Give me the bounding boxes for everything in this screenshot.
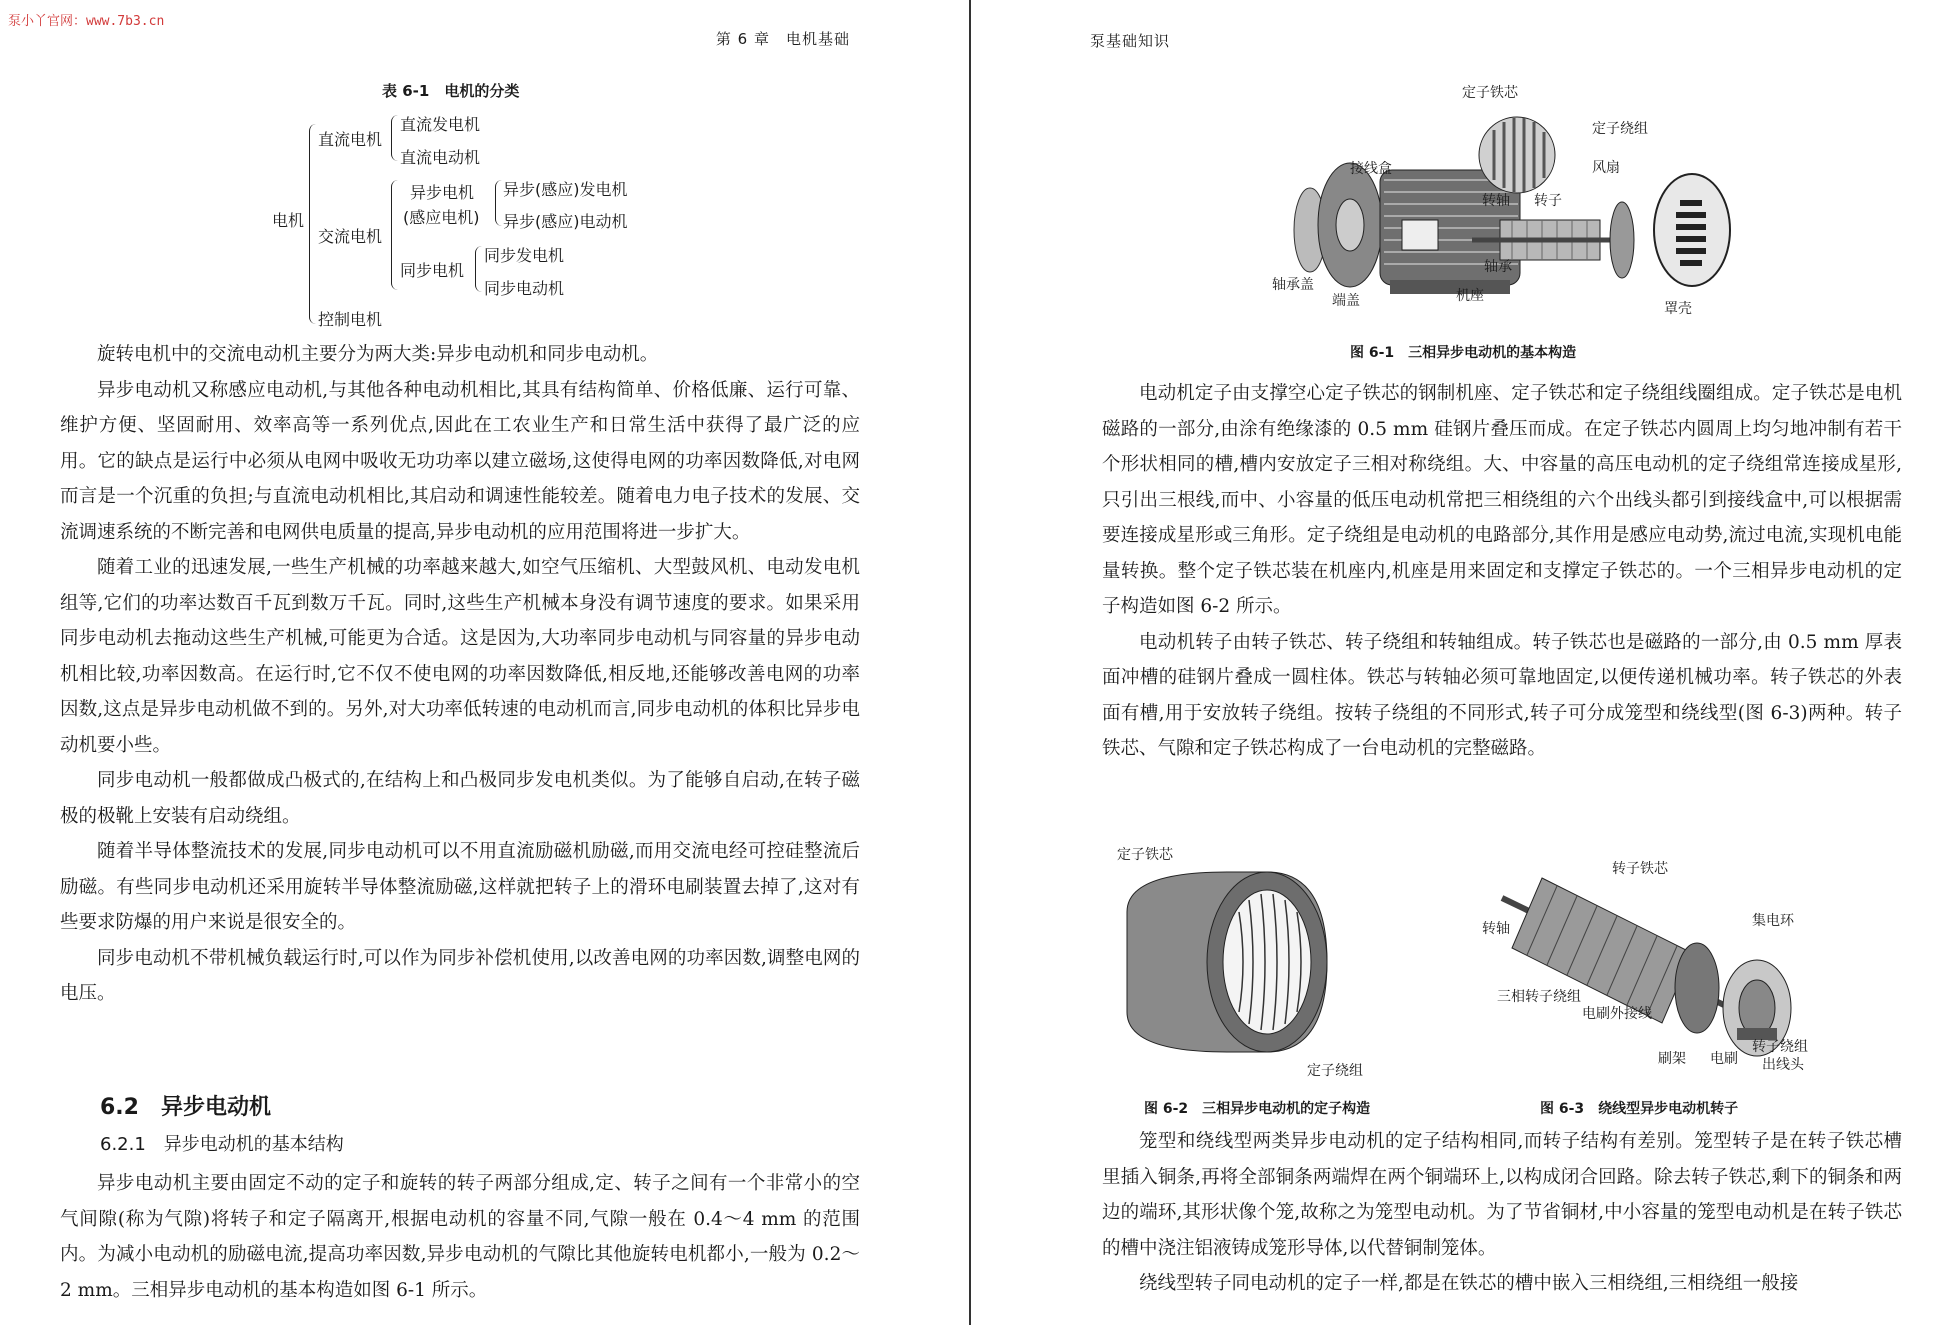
label-fig2-winding: 定子绕组 [1307,1063,1363,1079]
figure-6-1 [1272,80,1752,325]
paragraph: 电动机转子由转子铁芯、转子绕组和转轴组成。转子铁芯也是磁路的一部分,由 0.5 mm 厚表面冲槽的硅钢片叠成一圆柱体。铁芯与转轴必须可靠地固定,以便传递机械功率。转子铁芯的外表面有槽,用于安放转子绕组。按转子绕组的不同形式,转子可分成笼型和绕线型(图 6-3)两种。转子铁芯、气隙和定子铁芯构成了一台电动机的完整磁路。 [1102,631,1902,759]
tree-async-2: (感应电机) [403,208,480,227]
label-fig3-winding-lead-2: 出线头 [1762,1057,1804,1073]
paragraph: 同步电动机不带机械负载运行时,可以作为同步补偿机使用,以改善电网的功率因数,调整电网的电压。 [60,947,860,1004]
label-shaft: 转轴 [1482,193,1510,209]
tree-ac: 交流电机 [318,227,383,246]
tree-sync-motor: 同步电动机 [484,279,565,298]
tree-dc: 直流电机 [318,130,383,149]
tree-async-1: 异步电机 [410,183,475,202]
tree-control: 控制电机 [318,310,383,329]
paragraph: 绕线型转子同电动机的定子一样,都是在铁芯的槽中嵌入三相绕组,三相绕组一般接 [1139,1273,1799,1294]
label-stator-core: 定子铁芯 [1462,85,1518,101]
watermark: 泵小丫官网：www.7b3.cn [8,14,165,29]
paragraph: 旋转电机中的交流电动机主要分为两大类:异步电动机和同步电动机。 [97,344,659,365]
section-paragraph-block [60,1166,860,1308]
right-body-text-a [1102,376,1902,767]
table-caption: 表 6-1 电机的分类 [382,82,520,100]
paragraph: 随着半导体整流技术的发展,同步电动机可以不用直流励磁机励磁,而用交流电经可控硅整流后励磁。有些同步电动机还采用旋转半导体整流励磁,这样就把转子上的滑环电刷装置去掉了,这对有些要求防爆的用户来说是很安全的。 [60,841,860,933]
label-fig3-brush-lead: 电刷外接线 [1582,1006,1652,1022]
tree-brace-dc [391,115,398,161]
label-fig3-rotor-winding: 三相转子绕组 [1497,989,1581,1005]
stator-illustration [1117,842,1367,1082]
label-bearing: 轴承 [1484,259,1512,275]
subsection-title: 6.2.1 异步电动机的基本结构 [100,1134,344,1155]
label-end-cover: 端盖 [1332,293,1360,309]
label-fig3-brush: 电刷 [1710,1051,1738,1067]
label-stator-winding: 定子绕组 [1592,121,1648,137]
tree-sync: 同步电机 [400,261,465,280]
right-body-text-b [1102,1124,1902,1302]
figure-6-3-caption: 图 6-3 绕线型异步电动机转子 [1540,1101,1739,1117]
figure-6-3 [1482,858,1842,1088]
label-junction-box: 接线盒 [1350,161,1392,177]
paragraph: 同步电动机一般都做成凸极式的,在结构上和凸极同步发电机类似。为了能够自启动,在转子磁极的极靴上安装有启动绕组。 [60,770,860,827]
tree-async-motor: 异步(感应)电动机 [503,212,628,231]
tree-root: 电机 [272,211,305,230]
figure-6-2-caption: 图 6-2 三相异步电动机的定子构造 [1144,1101,1371,1117]
label-fan: 风扇 [1592,160,1620,176]
label-fig3-rotor-core: 转子铁芯 [1612,861,1668,877]
label-fig3-shaft: 转轴 [1482,921,1510,937]
tree-brace-async [495,180,502,226]
right-page [972,0,1941,1325]
left-running-head: 第 6 章 电机基础 [715,30,850,48]
label-fig3-slip-ring: 集电环 [1752,913,1794,929]
label-frame: 机座 [1456,288,1484,304]
figure-6-1-caption: 图 6-1 三相异步电动机的基本构造 [1350,345,1577,361]
label-fig3-winding-lead-1: 转子绕组 [1752,1039,1808,1055]
tree-brace-ac [391,180,398,290]
left-body-text [60,337,860,1012]
paragraph: 随着工业的迅速发展,一些生产机械的功率越来越大,如空气压缩机、大型鼓风机、电动发电机组等,它们的功率达数百千瓦到数万千瓦。同时,这些生产机械本身没有调节速度的要求。如果采用同步电动机去拖动这些生产机械,可能更为合适。这是因为,大功率同步电动机与同容量的异步电动机相比较,功率因数高。在运行时,它不仅不使电网的功率因数降低,相反地,还能够改善电网的功率因数,这点是异步电动机做不到的。另外,对大功率低转速的电动机而言,同步电动机的体积比异步电动机要小些。 [60,557,860,756]
right-running-head: 泵基础知识 [1090,32,1171,50]
label-fig2-core: 定子铁芯 [1117,847,1173,863]
label-fig3-brush-holder: 刷架 [1658,1051,1686,1067]
motor-classification-tree [0,0,970,330]
tree-brace-sync [475,246,482,292]
label-bearing-cover: 轴承盖 [1272,277,1314,293]
tree-brace-root [309,124,316,324]
tree-dc-gen: 直流发电机 [400,115,481,134]
tree-async-gen: 异步(感应)发电机 [503,180,628,199]
left-page [0,0,970,1325]
figure-6-2 [1117,842,1367,1082]
tree-dc-motor: 直流电动机 [400,148,481,167]
label-fan-cover: 罩壳 [1664,301,1692,317]
label-rotor: 转子 [1534,193,1562,209]
section-paragraph: 异步电动机主要由固定不动的定子和旋转的转子两部分组成,定、转子之间有一个非常小的空气间隙(称为气隙)将转子和定子隔离开,根据电动机的容量不同,气隙一般在 0.4～4 mm 的范围内。为减小电动机的励磁电流,提高功率因数,异步电动机的气隙比其他旋转电机都小,一般为 0.2～2 mm。三相异步电动机的基本构造如图 6-1 所示。 [60,1173,860,1301]
tree-sync-gen: 同步发电机 [484,246,565,265]
paragraph: 笼型和绕线型两类异步电动机的定子结构相同,而转子结构有差别。笼型转子是在转子铁芯槽里插入铜条,再将全部铜条两端焊在两个铜端环上,以构成闭合回路。除去转子铁芯,剩下的铜条和两边的端环,其形状像个笼,故称之为笼型电动机。为了节省铜材,中小容量的笼型电动机是在转子铁芯的槽中浇注铝液铸成笼形导体,以代替铜制笼体。 [1102,1131,1902,1259]
paragraph: 电动机定子由支撑空心定子铁芯的钢制机座、定子铁芯和定子绕组线圈组成。定子铁芯是电机磁路的一部分,由涂有绝缘漆的 0.5 mm 硅钢片叠压而成。在定子铁芯内圆周上均匀地冲制有若干个形状相同的槽,槽内安放定子三相对称绕组。大、中容量的高压电动机的定子绕组常连接成星形,只引出三根线,而中、小容量的低压电动机常把三相绕组的六个出线头都引到接线盒中,可以根据需要连接成星形或三角形。定子绕组是电动机的电路部分,其作用是感应电动势,流过电流,实现机电能量转换。整个定子铁芯装在机座内,机座是用来固定和支撑定子铁芯的。一个三相异步电动机的定子构造如图 6-2 所示。 [1102,383,1902,617]
motor-exploded-illustration [1272,80,1752,325]
section-title: 6.2 异步电动机 [100,1095,271,1120]
paragraph: 异步电动机又称感应电动机,与其他各种电动机相比,其具有结构简单、价格低廉、运行可靠、维护方便、坚固耐用、效率高等一系列优点,因此在工农业生产和日常生活中获得了最广泛的应用。它的缺点是运行中必须从电网中吸收无功功率以建立磁场,这使得电网的功率因数降低,对电网而言是一个沉重的负担;与直流电动机相比,其启动和调速性能较差。随着电力电子技术的发展、交流调速系统的不断完善和电网供电质量的提高,异步电动机的应用范围将进一步扩大。 [60,379,860,543]
